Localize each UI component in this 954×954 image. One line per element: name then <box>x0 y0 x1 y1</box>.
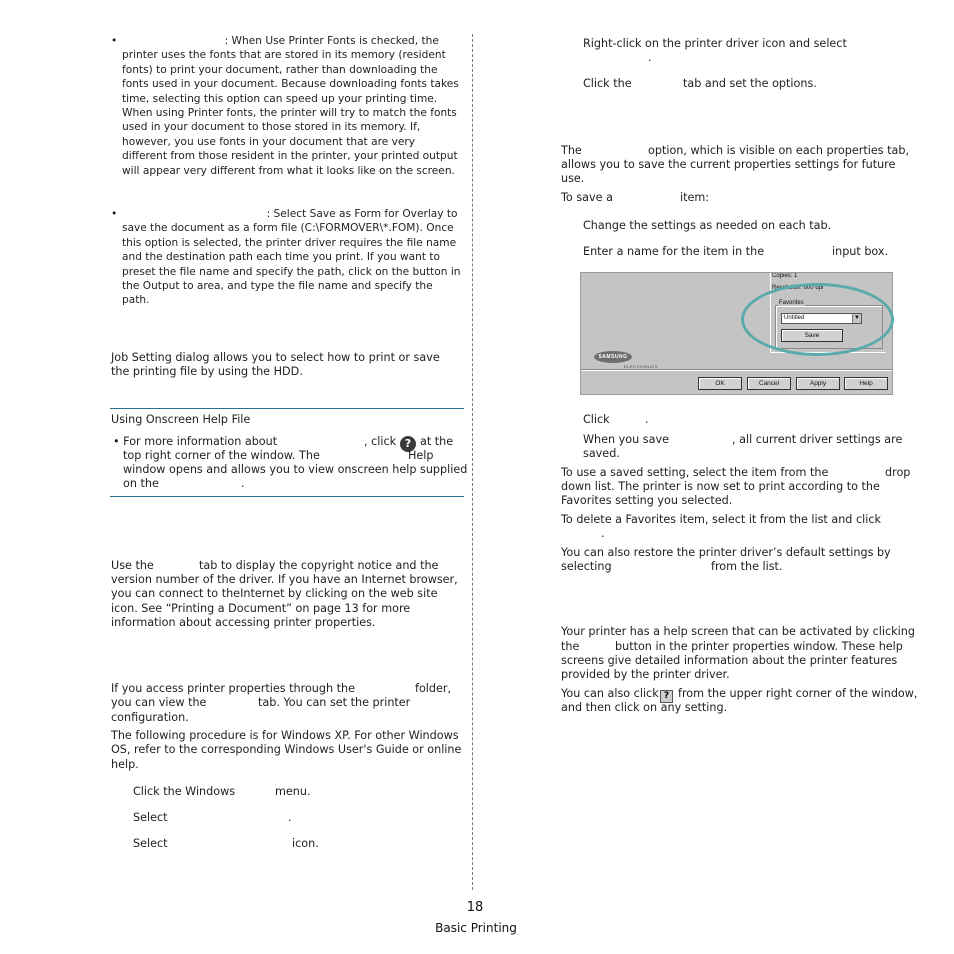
help-box-line1-click: , click <box>364 435 397 448</box>
save-overlay-text: : Select Save as Form for Overlay to save the document as a form file (C:\FORMOVER\*.FOM). Once this option is selected, the printer driver requires the file name and the destination path each time you print. If you want to preset the file name and specify the path, click on the button in the Output to area, and type the file name and specify the path. <box>122 208 461 307</box>
about-rest: version number of the driver. If you have an Internet browser, you can connect to theInternet by clicking on the web site icon. See “Printing a Document” on page 13 for more information about accessing printer properties. <box>111 573 458 629</box>
restore-c: from the list. <box>711 560 783 573</box>
to-save-a: To save a <box>561 191 613 204</box>
help-l1: Your printer has a help screen that can be activated by clicking <box>561 625 915 638</box>
procedure-text: The following procedure is for Windows XP. For other Windows OS, refer to the corresponding Windows User's Guide or online help. <box>111 729 462 771</box>
job-setting-text: Job Setting dialog allows you to select how to print or save the printing file by using the HDD. <box>111 351 440 379</box>
step5b: tab and set the options. <box>683 77 817 90</box>
fav-step4c: saved. <box>583 447 620 460</box>
step3a: Select <box>133 837 168 850</box>
help-box-line2b: Help <box>408 449 434 462</box>
use-a: To use a saved setting, select the item from the <box>561 466 829 479</box>
to-save-b: item: <box>680 191 710 204</box>
step4a: Right-click on the printer driver icon and select <box>583 37 847 50</box>
help-box-line2a: top right corner of the window. The <box>123 449 320 462</box>
restore-a: You can also restore the printer driver’s default settings by <box>561 546 891 559</box>
step4b: . <box>648 51 652 64</box>
samsung-logo-sub: ELECTRONICS <box>624 364 658 369</box>
highlight-ellipse <box>741 283 894 356</box>
help-rest: screens give detailed information about the printer features provided by the printer driver. <box>561 654 898 682</box>
printer-tab-line1a: If you access printer properties through the <box>111 682 356 695</box>
delete-b: . <box>601 527 605 540</box>
copies-text: Copies: 1 <box>772 273 798 279</box>
help-button[interactable]: Help <box>844 377 888 390</box>
help-box-top-rule <box>110 408 464 409</box>
printer-tab-line3: configuration. <box>111 711 189 724</box>
about-line1a: Use the <box>111 559 154 572</box>
help-square-icon[interactable]: ? <box>660 686 673 703</box>
help-l2b: button in the printer properties window. These help <box>615 640 903 653</box>
favorites-select[interactable]: Untitled ▼ <box>781 313 862 324</box>
fav-step4b: , all current driver settings are <box>732 433 903 446</box>
step2b: . <box>288 811 292 824</box>
use-b: drop <box>885 466 911 479</box>
dialog-separator <box>581 369 893 371</box>
printer-tab-line2b: tab. You can set the printer <box>258 696 411 709</box>
favorites-intro-a: The <box>561 144 582 157</box>
fav-step4a: When you save <box>583 433 669 446</box>
fav-step3b: . <box>645 413 649 426</box>
column-divider <box>472 34 473 890</box>
bullet: • <box>111 35 118 47</box>
fav-step3a: Click <box>583 413 610 426</box>
save-overlay-item <box>111 207 463 308</box>
printer-fonts-text: : When Use Printer Fonts is checked, the printer uses the fonts that are stored in its memory (resident fonts) to print your document, rather than downloading the fonts used in your document. Because downloading fonts takes time, selecting this option can speed up your printing time. When using Printer fonts, the printer will try to match the fonts used in your document to those stored in its memory. If, however, you use fonts in your document that are very different from those resident in the printer, your printed output will appear very different from what it looks like on the screen. <box>122 35 459 177</box>
help-box-bottom-rule <box>110 496 464 497</box>
step1a: Click the Windows <box>133 785 236 798</box>
printer-tab-line1b: folder, <box>415 682 452 695</box>
footer-title: Basic Printing <box>435 921 517 935</box>
favorites-label: Favorites <box>779 300 804 306</box>
restore-b: selecting <box>561 560 612 573</box>
fav-step2b: input box. <box>832 245 889 258</box>
save-button[interactable]: Save <box>781 329 843 342</box>
step2a: Select <box>133 811 168 824</box>
cancel-button[interactable]: Cancel <box>747 377 791 390</box>
apply-button[interactable]: Apply <box>796 377 840 390</box>
use-rest: down list. The printer is now set to print according to the Favorites setting you selected. <box>561 480 880 508</box>
printer-fonts-item <box>111 34 463 178</box>
printer-tab-line2a: you can view the <box>111 696 207 709</box>
help-l2a: the <box>561 640 580 653</box>
chevron-down-icon[interactable]: ▼ <box>852 314 861 323</box>
step1b: menu. <box>275 785 311 798</box>
help-also-a: You can also click <box>561 687 659 700</box>
help-also-b: from the upper right corner of the window, <box>678 687 918 700</box>
help-also-c: and then click on any setting. <box>561 701 728 714</box>
favorites-intro-b: option, which is visible on each properties tab, <box>648 144 910 157</box>
help-box-line1: • For more information about <box>113 435 278 448</box>
favorites-intro-rest: allows you to save the current properties settings for future use. <box>561 158 896 186</box>
help-box-line3: window opens and allows you to view onscreen help supplied <box>123 463 468 476</box>
step3b: icon. <box>292 837 319 850</box>
step5a: Click the <box>583 77 632 90</box>
about-line1b: tab to display the copyright notice and the <box>199 559 439 572</box>
ok-button[interactable]: OK <box>698 377 742 390</box>
fav-step2a: Enter a name for the item in the <box>583 245 765 258</box>
help-box-line4b: . <box>241 477 245 490</box>
help-box-title: Using Onscreen Help File <box>111 413 251 426</box>
bullet: • <box>111 208 118 220</box>
help-box-line1-atthe: at the <box>420 435 454 448</box>
samsung-logo: SAMSUNG <box>594 351 632 363</box>
fav-step1: Change the settings as needed on each tab. <box>583 219 832 232</box>
delete-a: To delete a Favorites item, select it from the list and click <box>561 513 881 526</box>
help-circle-icon[interactable]: ? <box>400 433 416 452</box>
page-number: 18 <box>466 900 484 915</box>
resolution-text: Resolution: 600 dpi <box>772 285 824 291</box>
help-box-line4a: on the <box>123 477 159 490</box>
